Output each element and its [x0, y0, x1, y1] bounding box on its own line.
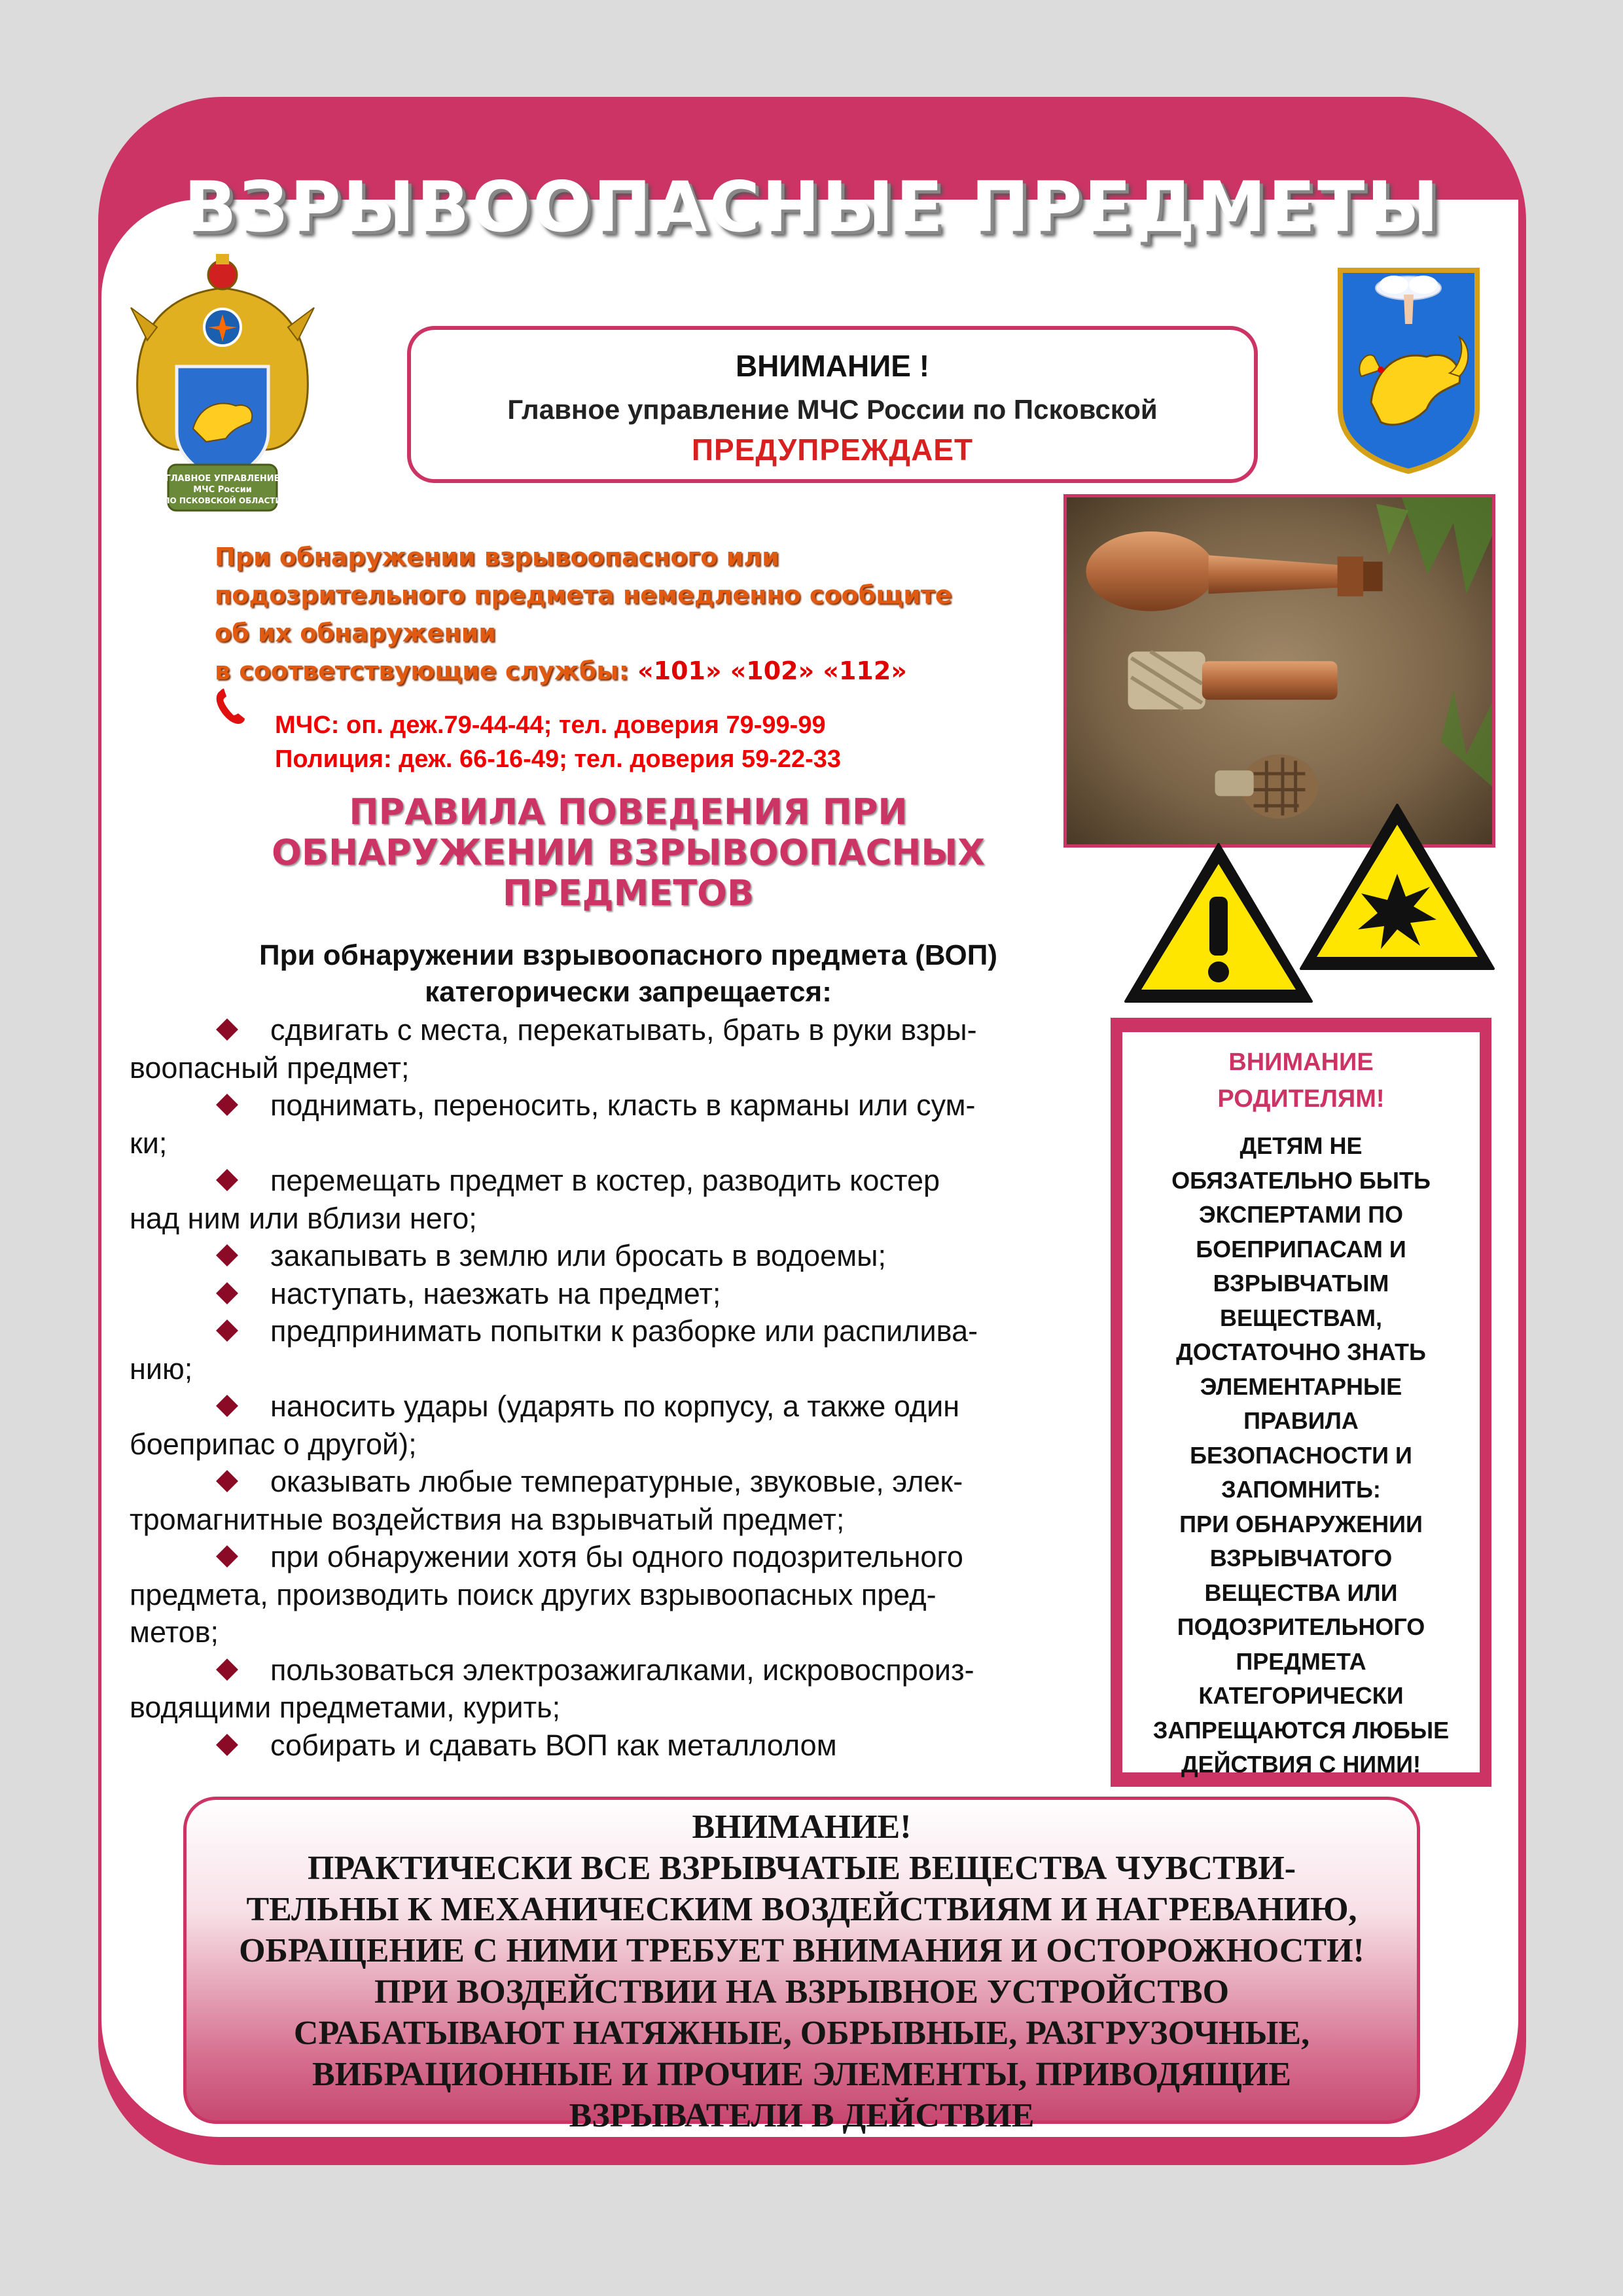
explosive-objects-photo [1063, 494, 1495, 848]
bottom-warning-line: ТЕЛЬНЫ К МЕХАНИЧЕСКИМ ВОЗДЕЙСТВИЯМ И НАГРЕВАНИЮ, [246, 1891, 1357, 1928]
parents-text-line: ПРАВИЛА [1243, 1407, 1359, 1434]
list-item-text: наносить удары (ударять по корпусу, а также один [270, 1390, 960, 1423]
list-item [130, 1312, 1065, 1350]
bottom-warning-line: ВЗРЫВАТЕЛИ В ДЕЙСТВИЕ [569, 2097, 1035, 2134]
bottom-warning-line: ПРАКТИЧЕСКИ ВСЕ ВЗРЫВЧАТЫЕ ВЕЩЕСТВА ЧУВСТВИ- [307, 1850, 1296, 1887]
list-item [130, 1538, 1065, 1576]
parents-text-line: ВЗРЫВЧАТЫМ [1213, 1270, 1389, 1297]
prohibition-intro [131, 937, 1126, 1011]
diamond-bullet-icon [216, 1545, 238, 1568]
phone-icon [215, 687, 249, 726]
warning-exclamation-sign-icon [1120, 838, 1317, 1008]
diamond-bullet-icon [216, 1244, 238, 1266]
svg-text:МЧС России: МЧС России [193, 485, 252, 495]
list-item-text: ки; [130, 1126, 168, 1160]
parents-text-line: ЗАПРЕЩАЮТСЯ ЛЮБЫЕ [1152, 1716, 1450, 1744]
list-item [130, 1237, 1065, 1275]
list-item [130, 1086, 1065, 1124]
list-item-continuation [130, 1576, 1065, 1614]
bottom-warning-text [216, 1806, 1387, 2136]
list-item-text: нию; [130, 1352, 193, 1386]
list-item-continuation [130, 1049, 1065, 1087]
parents-title-line: ВНИМАНИЕ [1228, 1049, 1374, 1076]
prohibited-actions-list [130, 1011, 1065, 1764]
list-item-continuation [130, 1200, 1065, 1238]
parents-notice-title [1122, 1044, 1480, 1117]
attention-label: ВНИМАНИЕ ! [735, 349, 930, 383]
diamond-bullet-icon [216, 1734, 238, 1756]
attention-banner [407, 326, 1258, 483]
emergency-numbers: «101» «102» «112» [637, 656, 907, 685]
warns-label: ПРЕДУПРЕЖДАЕТ [691, 433, 974, 467]
list-item-text: над ним или вблизи него; [130, 1201, 477, 1235]
report-line: об их обнаружении [215, 619, 496, 647]
parents-text-line: ВЕЩЕСТВАМ, [1220, 1304, 1382, 1331]
report-instructions [215, 538, 1026, 690]
authority-name: Главное управление МЧС России по Псковской [507, 394, 1158, 425]
list-item-continuation [130, 1689, 1065, 1727]
list-item [130, 1275, 1065, 1313]
parents-text-line: БОЕПРИПАСАМ И [1196, 1235, 1406, 1263]
parents-text-line: ВЗРЫВЧАТОГО [1209, 1545, 1393, 1571]
parents-text-line: ОБЯЗАТЕЛЬНО БЫТЬ [1171, 1166, 1431, 1194]
list-item [130, 1727, 1065, 1765]
parents-text-line: ВЕЩЕСТВА ИЛИ [1204, 1579, 1398, 1606]
list-item-text: наступать, наезжать на предмет; [270, 1276, 721, 1310]
list-item-text: воопасный предмет; [130, 1050, 410, 1085]
parents-text-line: ЗАПОМНИТЬ: [1221, 1476, 1381, 1503]
mchs-emblem-icon [128, 249, 317, 517]
parents-text-line: ДЕЙСТВИЯ С НИМИ! [1181, 1751, 1421, 1778]
prohibition-intro-line: При обнаружении взрывоопасного предмета (ВОП) [259, 939, 997, 971]
list-item-continuation [130, 1350, 1065, 1388]
bottom-warning-line: ПРИ ВОЗДЕЙСТВИИ НА ВЗРЫВНОЕ УСТРОЙСТВО [374, 1973, 1230, 2011]
list-item-text: метов; [130, 1615, 219, 1649]
parents-text-line: КАТЕГОРИЧЕСКИ [1198, 1682, 1404, 1709]
rules-heading-line: ПРАВИЛА ПОВЕДЕНИЯ ПРИ [349, 791, 908, 833]
list-item [130, 1651, 1065, 1689]
bottom-warning-line: СРАБАТЫВАЮТ НАТЯЖНЫЕ, ОБРЫВНЫЕ, РАЗГРУЗОЧНЫЕ, [293, 2015, 1310, 2052]
diamond-bullet-icon [216, 1169, 238, 1191]
parents-text-line: ДЕТЯМ НЕ [1240, 1132, 1363, 1159]
list-item-text: сдвигать с места, перекатывать, брать в руки взры- [270, 1013, 977, 1047]
police-contacts: Полиция: деж. 66-16-49; тел. доверия 59-22-33 [275, 745, 842, 773]
list-item [130, 1011, 1065, 1049]
list-item-continuation [130, 1426, 1065, 1463]
bottom-warning-line: ВИБРАЦИОННЫЕ И ПРОЧИЕ ЭЛЕМЕНТЫ, ПРИВОДЯЩИЕ [312, 2056, 1292, 2093]
list-item [130, 1463, 1065, 1501]
diamond-bullet-icon [216, 1282, 238, 1304]
rules-heading-line: ОБНАРУЖЕНИИ ВЗРЫВООПАСНЫХ [271, 832, 986, 873]
list-item-text: боеприпас о другой); [130, 1427, 417, 1461]
list-item-text: предмета, производить поиск других взрывоопасных пред- [130, 1577, 936, 1611]
parents-text-line: ПРЕДМЕТА [1236, 1647, 1366, 1675]
list-item-text: перемещать предмет в костер, разводить костер [270, 1164, 940, 1197]
parents-text-line: ПОДОЗРИТЕЛЬНОГО [1177, 1613, 1425, 1640]
list-item-continuation [130, 1124, 1065, 1162]
pskov-coat-of-arms-icon [1335, 265, 1482, 475]
bottom-warning-line: ОБРАЩЕНИЕ С НИМИ ТРЕБУЕТ ВНИМАНИЯ И ОСТОРОЖНОСТИ! [239, 1932, 1364, 1969]
svg-text:ПО ПСКОВСКОЙ ОБЛАСТИ: ПО ПСКОВСКОЙ ОБЛАСТИ [163, 496, 282, 505]
bottom-warning-line: ВНИМАНИЕ! [692, 1808, 912, 1846]
page-title: ВЗРЫВООПАСНЫЕ ПРЕДМЕТЫ [183, 167, 1441, 247]
list-item-text: при обнаружении хотя бы одного подозрительного [270, 1540, 963, 1573]
list-item [130, 1388, 1065, 1426]
list-item [130, 1162, 1065, 1200]
parents-notice [1111, 1018, 1491, 1787]
parents-text-line: ДОСТАТОЧНО ЗНАТЬ [1176, 1338, 1426, 1365]
parents-text-line: ЭЛЕМЕНТАРНЫЕ [1200, 1372, 1402, 1400]
list-item-text: предпринимать попытки к разборке или распилива- [270, 1314, 978, 1348]
diamond-bullet-icon [216, 1018, 238, 1041]
parents-text-line: ПРИ ОБНАРУЖЕНИИ [1179, 1510, 1423, 1537]
list-item-text: пользоваться электрозажигалками, искровоспроиз- [270, 1653, 974, 1687]
parents-text-line: БЕЗОПАСНОСТИ И [1190, 1441, 1412, 1469]
list-item-text: поднимать, переносить, класть в карманы или сум- [270, 1088, 976, 1122]
list-item-continuation [130, 1613, 1065, 1651]
svg-text:ГЛАВНОЕ УПРАВЛЕНИЕ: ГЛАВНОЕ УПРАВЛЕНИЕ [165, 474, 280, 484]
prohibition-intro-line: категорически запрещается: [425, 976, 832, 1008]
list-item-continuation [130, 1501, 1065, 1539]
diamond-bullet-icon [216, 1319, 238, 1342]
rules-heading-line: ПРЕДМЕТОВ [502, 872, 755, 914]
list-item-text: собирать и сдавать ВОП как металлолом [270, 1728, 837, 1762]
list-item-text: оказывать любые температурные, звуковые, элек- [270, 1465, 963, 1498]
parents-title-line: РОДИТЕЛЯМ! [1217, 1085, 1385, 1113]
diamond-bullet-icon [216, 1470, 238, 1492]
parents-text-line: ЭКСПЕРТАМИ ПО [1199, 1201, 1403, 1228]
report-line [215, 652, 1026, 690]
report-line: подозрительного предмета немедленно сообщите [215, 581, 952, 609]
list-item-text: водящими предметами, курить; [130, 1691, 561, 1724]
diamond-bullet-icon [216, 1395, 238, 1417]
explosion-hazard-sign-icon [1296, 798, 1499, 975]
rules-heading [216, 792, 1041, 914]
report-services-label: в соответствующие службы: [215, 656, 629, 685]
parents-notice-body [1122, 1032, 1480, 1778]
parents-notice-text [1122, 1129, 1480, 1782]
diamond-bullet-icon [216, 1094, 238, 1116]
mchs-contacts: МЧС: оп. деж.79-44-44; тел. доверия 79-99-99 [275, 711, 826, 739]
list-item-text: закапывать в землю или бросать в водоемы; [270, 1239, 886, 1272]
list-item-text: тромагнитные воздействия на взрывчатый предмет; [130, 1502, 845, 1536]
contact-numbers [275, 708, 1060, 776]
diamond-bullet-icon [216, 1659, 238, 1681]
report-line: При обнаружении взрывоопасного или [215, 543, 779, 571]
